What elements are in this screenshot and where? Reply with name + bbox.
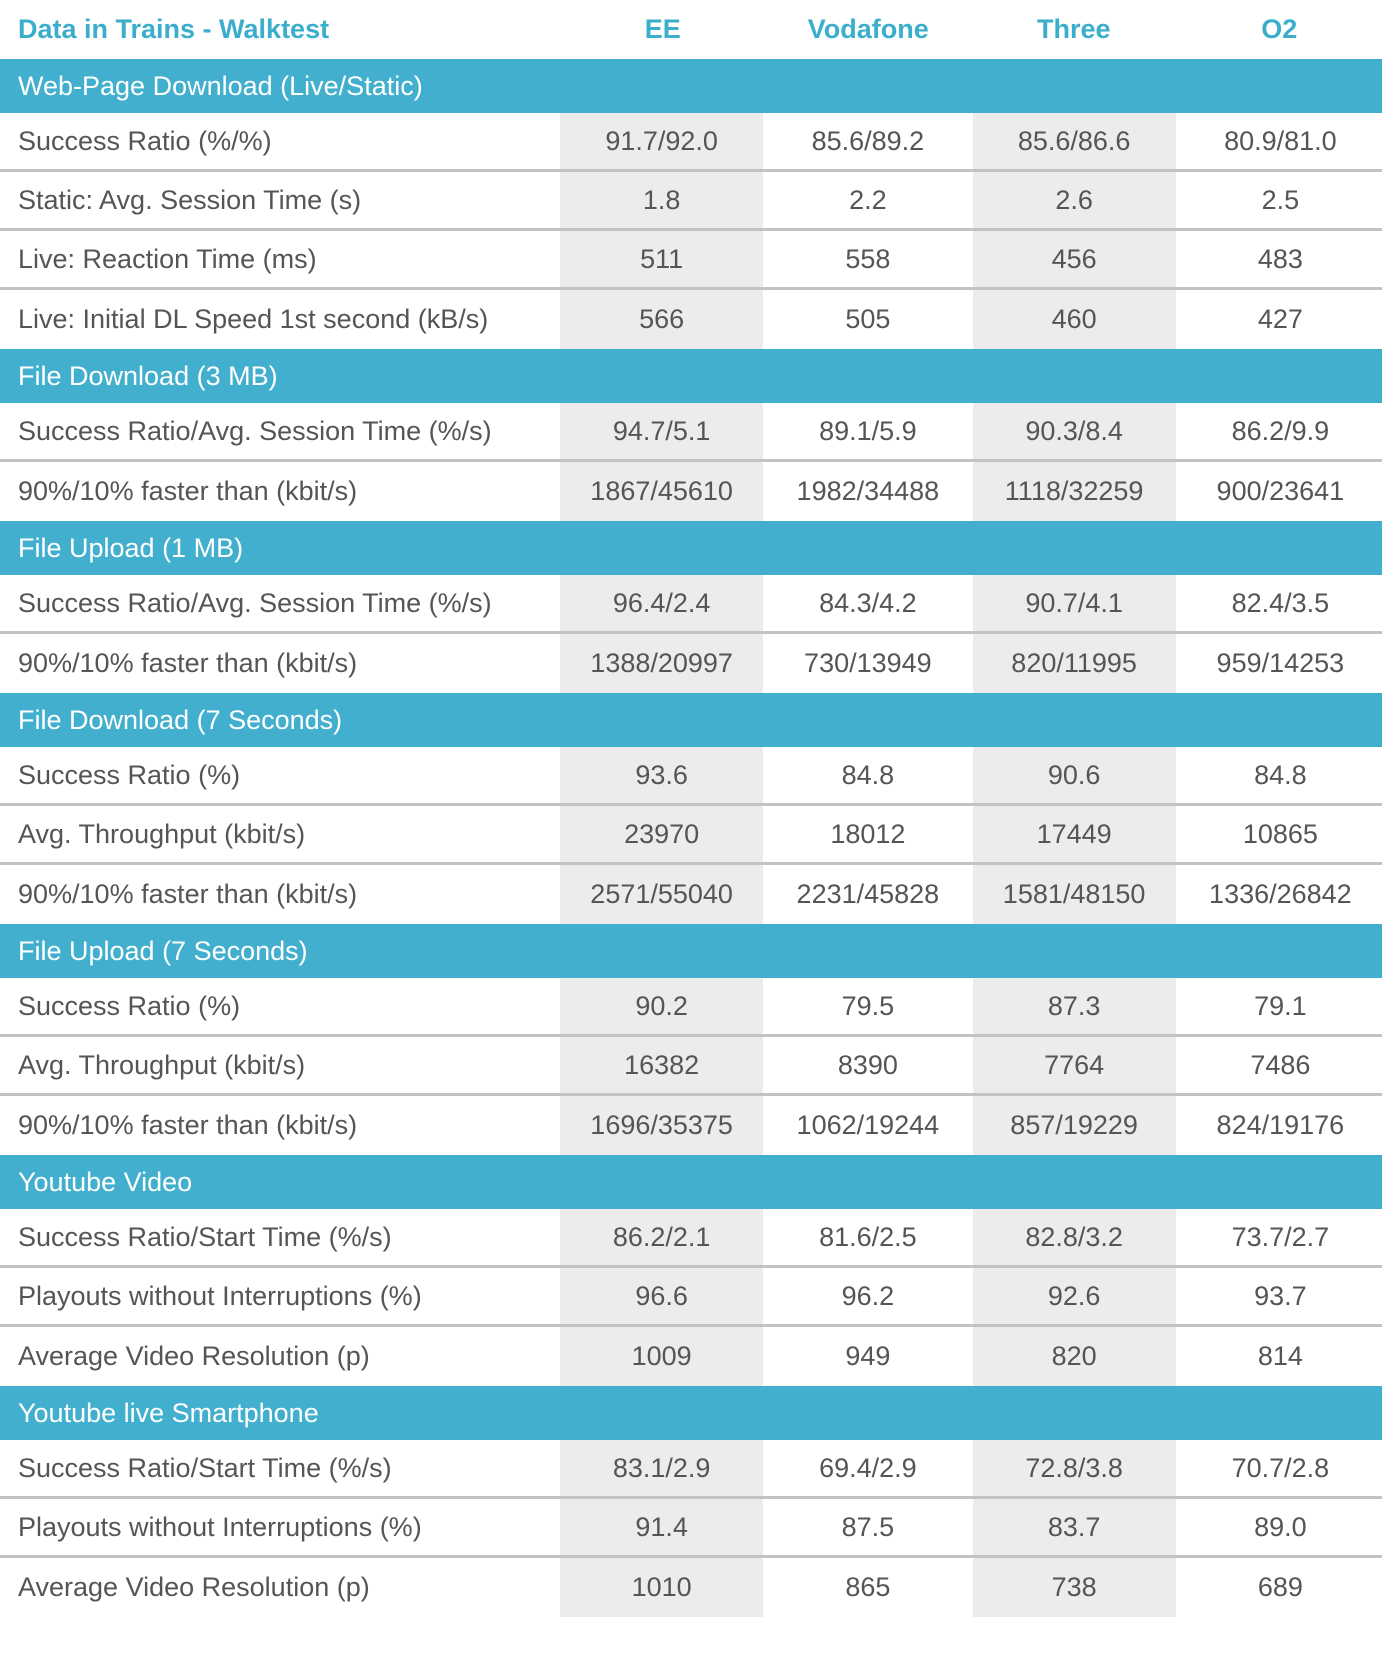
value-cell-ee: 16382	[560, 1037, 763, 1093]
section-header: Youtube live Smartphone	[0, 1386, 1382, 1440]
row-label: Success Ratio/Start Time (%/s)	[18, 1452, 392, 1483]
value-cell-three: 72.8/3.8	[973, 1440, 1176, 1496]
section-header: File Download (7 Seconds)	[0, 693, 1382, 747]
value-cell-three: 1581/48150	[973, 865, 1176, 924]
value-cell-ee: 1388/20997	[560, 634, 763, 693]
value-cell-ee: 86.2/2.1	[560, 1209, 763, 1265]
row-label: 90%/10% faster than (kbit/s)	[18, 648, 358, 678]
table-body	[0, 59, 1382, 1617]
value-cell-vodafone: 1062/19244	[796, 1110, 940, 1140]
row-label: 90%/10% faster than (kbit/s)	[18, 476, 358, 506]
value-cell-ee: 83.1/2.9	[560, 1440, 763, 1496]
table-title: Data in Trains - Walktest	[18, 13, 330, 44]
row-label: Avg. Throughput (kbit/s)	[18, 1049, 306, 1080]
row-label: Success Ratio/Avg. Session Time (%/s)	[18, 587, 492, 618]
value-cell-ee: 90.2	[560, 978, 763, 1034]
table-row	[0, 865, 1382, 924]
value-cell-three: 820	[973, 1327, 1176, 1386]
value-cell-ee: 511	[560, 231, 763, 287]
section-header: File Upload (1 MB)	[0, 521, 1382, 575]
table-row	[0, 978, 1382, 1037]
value-cell-o2: 900/23641	[1216, 476, 1345, 506]
value-cell-ee: 93.6	[560, 747, 763, 803]
value-cell-vodafone: 87.5	[841, 1511, 895, 1542]
value-cell-ee: 566	[560, 290, 763, 349]
value-cell-ee: 2571/55040	[560, 865, 763, 924]
row-label: Success Ratio (%)	[18, 759, 241, 790]
value-cell-three: 2.6	[973, 172, 1176, 228]
value-cell-ee: 96.4/2.4	[560, 575, 763, 631]
value-cell-three: 92.6	[973, 1268, 1176, 1324]
value-cell-o2: 689	[1257, 1572, 1303, 1602]
value-cell-vodafone: 949	[845, 1341, 891, 1371]
value-cell-o2: 7486	[1250, 1049, 1311, 1080]
table-row	[0, 1209, 1382, 1268]
section-header: File Upload (7 Seconds)	[0, 924, 1382, 978]
row-label: Live: Initial DL Speed 1st second (kB/s)	[18, 304, 489, 334]
table-row	[0, 403, 1382, 462]
value-cell-three: 90.3/8.4	[973, 403, 1176, 459]
row-label: Average Video Resolution (p)	[18, 1341, 370, 1371]
value-cell-ee: 1696/35375	[560, 1096, 763, 1155]
value-cell-vodafone: 2.2	[849, 184, 887, 215]
value-cell-vodafone: 96.2	[841, 1280, 895, 1311]
operator-header-o2: O2	[1261, 13, 1298, 44]
row-label: Static: Avg. Session Time (s)	[18, 184, 362, 215]
value-cell-vodafone: 69.4/2.9	[819, 1452, 917, 1483]
value-cell-three: 1118/32259	[973, 462, 1176, 521]
value-cell-vodafone: 1982/34488	[796, 476, 940, 506]
value-cell-ee: 94.7/5.1	[560, 403, 763, 459]
value-cell-vodafone: 505	[845, 304, 891, 334]
value-cell-o2: 79.1	[1254, 990, 1307, 1021]
value-cell-vodafone: 84.3/4.2	[819, 587, 917, 618]
value-cell-o2: 73.7/2.7	[1231, 1221, 1330, 1252]
value-cell-o2: 70.7/2.8	[1231, 1452, 1330, 1483]
value-cell-o2: 2.5	[1261, 184, 1300, 215]
table-row	[0, 575, 1382, 634]
row-label: Avg. Throughput (kbit/s)	[18, 818, 306, 849]
table-row	[0, 113, 1382, 172]
value-cell-vodafone: 2231/45828	[796, 879, 940, 909]
value-cell-o2: 10865	[1242, 818, 1318, 849]
value-cell-o2: 959/14253	[1216, 648, 1345, 678]
value-cell-three: 738	[973, 1558, 1176, 1617]
value-cell-ee: 1009	[560, 1327, 763, 1386]
row-label: Success Ratio/Start Time (%/s)	[18, 1221, 392, 1252]
value-cell-ee: 23970	[560, 806, 763, 862]
table-row	[0, 462, 1382, 521]
value-cell-o2: 84.8	[1254, 759, 1307, 790]
value-cell-ee: 1867/45610	[560, 462, 763, 521]
value-cell-three: 820/11995	[973, 634, 1176, 693]
value-cell-three: 83.7	[973, 1499, 1176, 1555]
value-cell-o2: 89.0	[1254, 1511, 1307, 1542]
value-cell-o2: 93.7	[1254, 1280, 1307, 1311]
operator-header-three: Three	[1036, 13, 1111, 44]
table-row	[0, 747, 1382, 806]
value-cell-three: 17449	[973, 806, 1176, 862]
row-label: Playouts without Interruptions (%)	[18, 1280, 422, 1311]
section-header: Youtube Video	[0, 1155, 1382, 1209]
table-row	[0, 1558, 1382, 1617]
value-cell-vodafone: 79.5	[841, 990, 895, 1021]
value-cell-ee: 91.4	[560, 1499, 763, 1555]
value-cell-vodafone: 558	[845, 243, 891, 274]
operator-header-ee: EE	[644, 13, 681, 44]
table-row	[0, 634, 1382, 693]
row-label: Success Ratio (%)	[18, 990, 241, 1021]
value-cell-vodafone: 865	[845, 1572, 891, 1602]
value-cell-three: 90.6	[973, 747, 1176, 803]
table-row	[0, 1499, 1382, 1558]
value-cell-o2: 814	[1257, 1341, 1303, 1371]
value-cell-three: 85.6/86.6	[973, 113, 1176, 169]
table-row	[0, 1440, 1382, 1499]
value-cell-ee: 1.8	[560, 172, 763, 228]
value-cell-three: 7764	[973, 1037, 1176, 1093]
value-cell-o2: 483	[1257, 243, 1303, 274]
value-cell-three: 82.8/3.2	[973, 1209, 1176, 1265]
table-row	[0, 1096, 1382, 1155]
value-cell-o2: 82.4/3.5	[1231, 587, 1330, 618]
value-cell-three: 87.3	[973, 978, 1176, 1034]
table-row	[0, 1327, 1382, 1386]
section-header: Web-Page Download (Live/Static)	[0, 59, 1382, 113]
operator-header-vodafone: Vodafone	[807, 13, 929, 44]
value-cell-ee: 91.7/92.0	[560, 113, 763, 169]
row-label: Success Ratio/Avg. Session Time (%/s)	[18, 415, 492, 446]
row-label: Playouts without Interruptions (%)	[18, 1511, 422, 1542]
value-cell-o2: 824/19176	[1216, 1110, 1345, 1140]
value-cell-vodafone: 81.6/2.5	[819, 1221, 917, 1252]
value-cell-vodafone: 730/13949	[804, 648, 932, 678]
value-cell-vodafone: 18012	[830, 818, 906, 849]
table-row	[0, 1268, 1382, 1327]
table-row	[0, 172, 1382, 231]
table-row	[0, 231, 1382, 290]
value-cell-o2: 80.9/81.0	[1224, 125, 1337, 156]
value-cell-vodafone: 89.1/5.9	[819, 415, 917, 446]
row-label: Live: Reaction Time (ms)	[18, 243, 317, 274]
value-cell-o2: 427	[1257, 304, 1303, 334]
row-label: 90%/10% faster than (kbit/s)	[18, 1110, 358, 1140]
value-cell-three: 857/19229	[973, 1096, 1176, 1155]
section-header: File Download (3 MB)	[0, 349, 1382, 403]
table-row	[0, 806, 1382, 865]
value-cell-three: 460	[973, 290, 1176, 349]
table-row	[0, 290, 1382, 349]
value-cell-vodafone: 84.8	[841, 759, 895, 790]
value-cell-o2: 86.2/9.9	[1231, 415, 1330, 446]
value-cell-three: 456	[973, 231, 1176, 287]
value-cell-ee: 96.6	[560, 1268, 763, 1324]
value-cell-o2: 1336/26842	[1209, 879, 1352, 909]
row-label: 90%/10% faster than (kbit/s)	[18, 879, 358, 909]
value-cell-ee: 1010	[560, 1558, 763, 1617]
value-cell-vodafone: 85.6/89.2	[811, 125, 925, 156]
table-header	[0, 0, 1382, 59]
value-cell-three: 90.7/4.1	[973, 575, 1176, 631]
value-cell-vodafone: 8390	[837, 1049, 898, 1080]
table-row	[0, 1037, 1382, 1096]
row-label: Success Ratio (%/%)	[18, 125, 272, 156]
row-label: Average Video Resolution (p)	[18, 1572, 370, 1602]
